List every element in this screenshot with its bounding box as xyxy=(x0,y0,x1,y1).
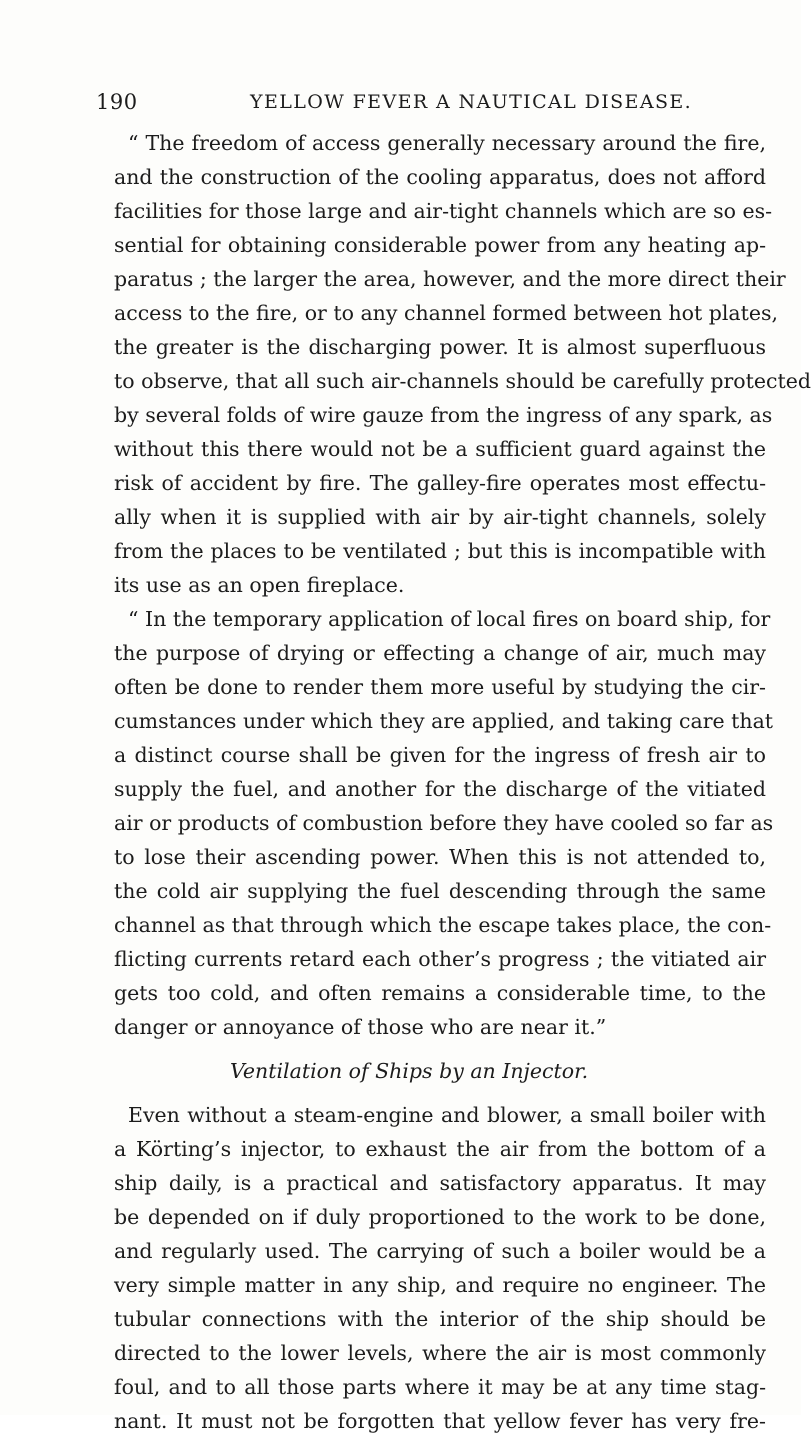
text-line: channel as that through which the escape takes place, the con- xyxy=(114,913,772,937)
text-line: gets too cold, and often remains a considerable time, to the xyxy=(114,981,766,1005)
text-line: sential for obtaining considerable power from any heating ap- xyxy=(114,233,766,257)
text-line: be depended on if duly proportioned to the work to be done, xyxy=(114,1205,766,1229)
text-line: facilities for those large and air-tight channels which are so es- xyxy=(114,199,773,223)
text-line: and regularly used. The carrying of such a boiler would be a xyxy=(114,1239,766,1263)
text-line: without this there would not be a sufficient guard against the xyxy=(114,437,766,461)
text-line: the purpose of drying or effecting a change of air, much may xyxy=(114,641,766,665)
text-line: to observe, that all such air-channels should be carefully protected xyxy=(114,369,811,393)
text-line: cumstances under which they are applied, and taking care that xyxy=(114,709,774,733)
text-line: the greater is the discharging power. It is almost superfluous xyxy=(114,335,766,359)
text-line: paratus ; the larger the area, however, and the more direct their xyxy=(114,267,786,291)
text-line: from the places to be ventilated ; but this is incompatible with xyxy=(114,539,766,563)
text-line: flicting currents retard each other’s progress ; the vitiated air xyxy=(114,947,766,971)
text-line: “ The freedom of access generally necessary around the fire, xyxy=(128,131,766,155)
text-line: and the construction of the cooling apparatus, does not afford xyxy=(114,165,766,189)
page-number: 190 xyxy=(96,90,138,114)
running-head-title: YELLOW FEVER A NAUTICAL DISEASE. xyxy=(250,91,693,113)
text-line: “ In the temporary application of local fires on board ship, for xyxy=(128,607,771,631)
text-line: a distinct course shall be given for the ingress of fresh air to xyxy=(114,743,766,767)
section-heading: Ventilation of Ships by an Injector. xyxy=(230,1059,589,1083)
running-head xyxy=(96,90,776,120)
text-line: to lose their ascending power. When this is not attended to, xyxy=(114,845,766,869)
text-line: a Körting’s injector, to exhaust the air from the bottom of a xyxy=(114,1137,766,1161)
text-line: directed to the lower levels, where the air is most commonly xyxy=(114,1341,766,1365)
text-line: supply the fuel, and another for the discharge of the vitiated xyxy=(114,777,766,801)
text-line: very simple matter in any ship, and require no engineer. The xyxy=(114,1273,766,1297)
text-line: foul, and to all those parts where it may be at any time stag- xyxy=(114,1375,766,1399)
text-line: the cold air supplying the fuel descending through the same xyxy=(114,879,766,903)
text-line: Even without a steam-engine and blower, a small boiler with xyxy=(128,1103,766,1127)
text-line: its use as an open fireplace. xyxy=(114,573,405,597)
text-line: tubular connections with the interior of the ship should be xyxy=(114,1307,766,1331)
text-line: nant. It must not be forgotten that yellow fever has very fre- xyxy=(114,1409,766,1433)
text-line: ship daily, is a practical and satisfactory apparatus. It may xyxy=(114,1171,766,1195)
text-line: by several folds of wire gauze from the ingress of any spark, as xyxy=(114,403,773,427)
text-line: danger or annoyance of those who are near it.” xyxy=(114,1015,607,1039)
text-line: often be done to render them more useful by studying the cir- xyxy=(114,675,766,699)
text-line: risk of accident by fire. The galley-fire operates most effectu- xyxy=(114,471,766,495)
text-line: ally when it is supplied with air by air-tight channels, solely xyxy=(114,505,766,529)
text-line: access to the fire, or to any channel formed between hot plates, xyxy=(114,301,779,325)
text-line: air or products of combustion before they have cooled so far as xyxy=(114,811,774,835)
